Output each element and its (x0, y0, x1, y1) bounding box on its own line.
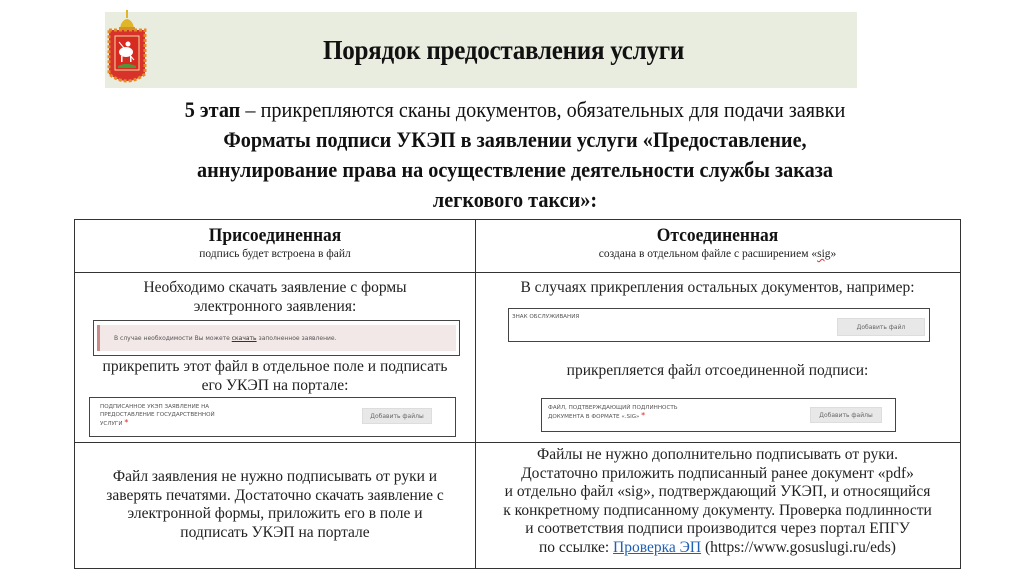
label-line: ДОКУМЕНТА В ФОРМАТЕ «.SIG» (548, 414, 640, 420)
subtitle-line: легкового такси»: (432, 187, 598, 212)
text-line: подписать УКЭП на портале (180, 523, 370, 541)
attached-instructions-middle (75, 358, 475, 395)
add-file-button[interactable]: Добавить файл (837, 318, 925, 336)
text-line: Файл заявления не нужно подписывать от руки и (112, 468, 438, 485)
sig-extension: sig (817, 248, 831, 260)
signature-check-link[interactable]: Проверка ЭП (613, 538, 702, 556)
label-line: УСЛУГИ (100, 421, 123, 427)
page-title: Порядок предоставления услуги (322, 34, 685, 65)
text-line: электронного заявления: (193, 297, 357, 315)
column-header-detached (475, 220, 960, 273)
moscow-oblast-coat-of-arms-icon (106, 8, 148, 88)
link-url-text: (https://www.gosuslugi.ru/eds) (701, 538, 896, 556)
text-line: к конкретному подписанному документу. Проверка подлинности (503, 501, 932, 519)
add-files-button[interactable]: Добавить файлы (362, 408, 432, 424)
signature-formats-table (74, 219, 961, 569)
stage-dash: – (240, 97, 261, 122)
detached-summary (475, 446, 960, 557)
field-label: ЗНАК ОБСЛУЖИВАНИЯ (512, 314, 580, 320)
required-mark: * (641, 411, 646, 420)
stage-line (106, 97, 925, 123)
label-line: ФАЙЛ, ПОДТВЕРЖДАЮЩИЙ ПОДЛИННОСТЬ (548, 405, 678, 411)
link-prefix: по ссылке: (539, 538, 614, 556)
notice-text: В случае необходимости Вы можете (114, 335, 232, 342)
download-notice (97, 325, 456, 351)
signed-application-field-mock (89, 397, 456, 437)
text-line: электронной формы, приложить его в поле и (127, 505, 423, 522)
text-line: Достаточно приложить подписанный ранее документ «pdf» (521, 464, 914, 482)
row-divider (75, 442, 960, 443)
column-subtitle: подпись будет встроена в файл (199, 248, 351, 260)
text-line: Необходимо скачать заявление с формы (143, 279, 407, 296)
sig-file-field-mock (541, 398, 896, 432)
text-line: его УКЭП на портале: (201, 376, 349, 394)
section-subtitle (106, 125, 925, 215)
text-line: Файлы не нужно дополнительно подписывать от руки. (536, 446, 898, 463)
detached-instructions-middle: прикрепляется файл отсоединенной подписи: (566, 362, 869, 379)
subtitle-suffix: » (830, 248, 837, 260)
stage-label: 5 этап (184, 97, 241, 122)
subtitle-line: аннулирование права на осуществление деятельности службы заказа (196, 157, 834, 182)
subtitle-prefix: создана в отдельном файле с расширением « (598, 248, 818, 260)
add-files-button[interactable]: Добавить файлы (810, 407, 882, 423)
text-line: и соответствия подписи производится через портал ЕПГУ (525, 520, 910, 537)
column-title: Присоединенная (208, 225, 342, 246)
column-header-attached (75, 220, 475, 273)
text-line: и отдельно файл «sig», подтверждающий УКЭП, и относящийся (504, 483, 931, 500)
download-notice-mock (93, 320, 460, 356)
field-label (548, 404, 678, 421)
field-label (100, 403, 215, 428)
label-line: ПРЕДОСТАВЛЕНИЕ ГОСУДАРСТВЕННОЙ (100, 412, 215, 418)
notice-text: заполненное заявление. (256, 335, 337, 342)
stage-text: прикрепляются сканы документов, обязательных для подачи заявки (260, 97, 846, 122)
column-title: Отсоединенная (656, 225, 779, 246)
text-line (475, 539, 960, 558)
attached-instructions-top (75, 279, 475, 316)
service-mark-field-mock (508, 308, 930, 342)
detached-instructions-top: В случаях прикрепления остальных документов, например: (520, 279, 915, 296)
download-link[interactable]: скачать (231, 335, 257, 342)
label-line: ПОДПИСАННОЕ УКЭП ЗАЯВЛЕНИЕ НА (100, 404, 210, 410)
text-line: заверять печатями. Достаточно скачать заявление с (106, 486, 444, 504)
attached-summary (75, 468, 475, 542)
column-subtitle (475, 247, 960, 261)
required-mark: * (124, 418, 129, 427)
text-line: прикрепить этот файл в отдельное поле и подписать (102, 358, 448, 375)
subtitle-line: Форматы подписи УКЭП в заявлении услуги «Предоставление, (223, 127, 807, 152)
